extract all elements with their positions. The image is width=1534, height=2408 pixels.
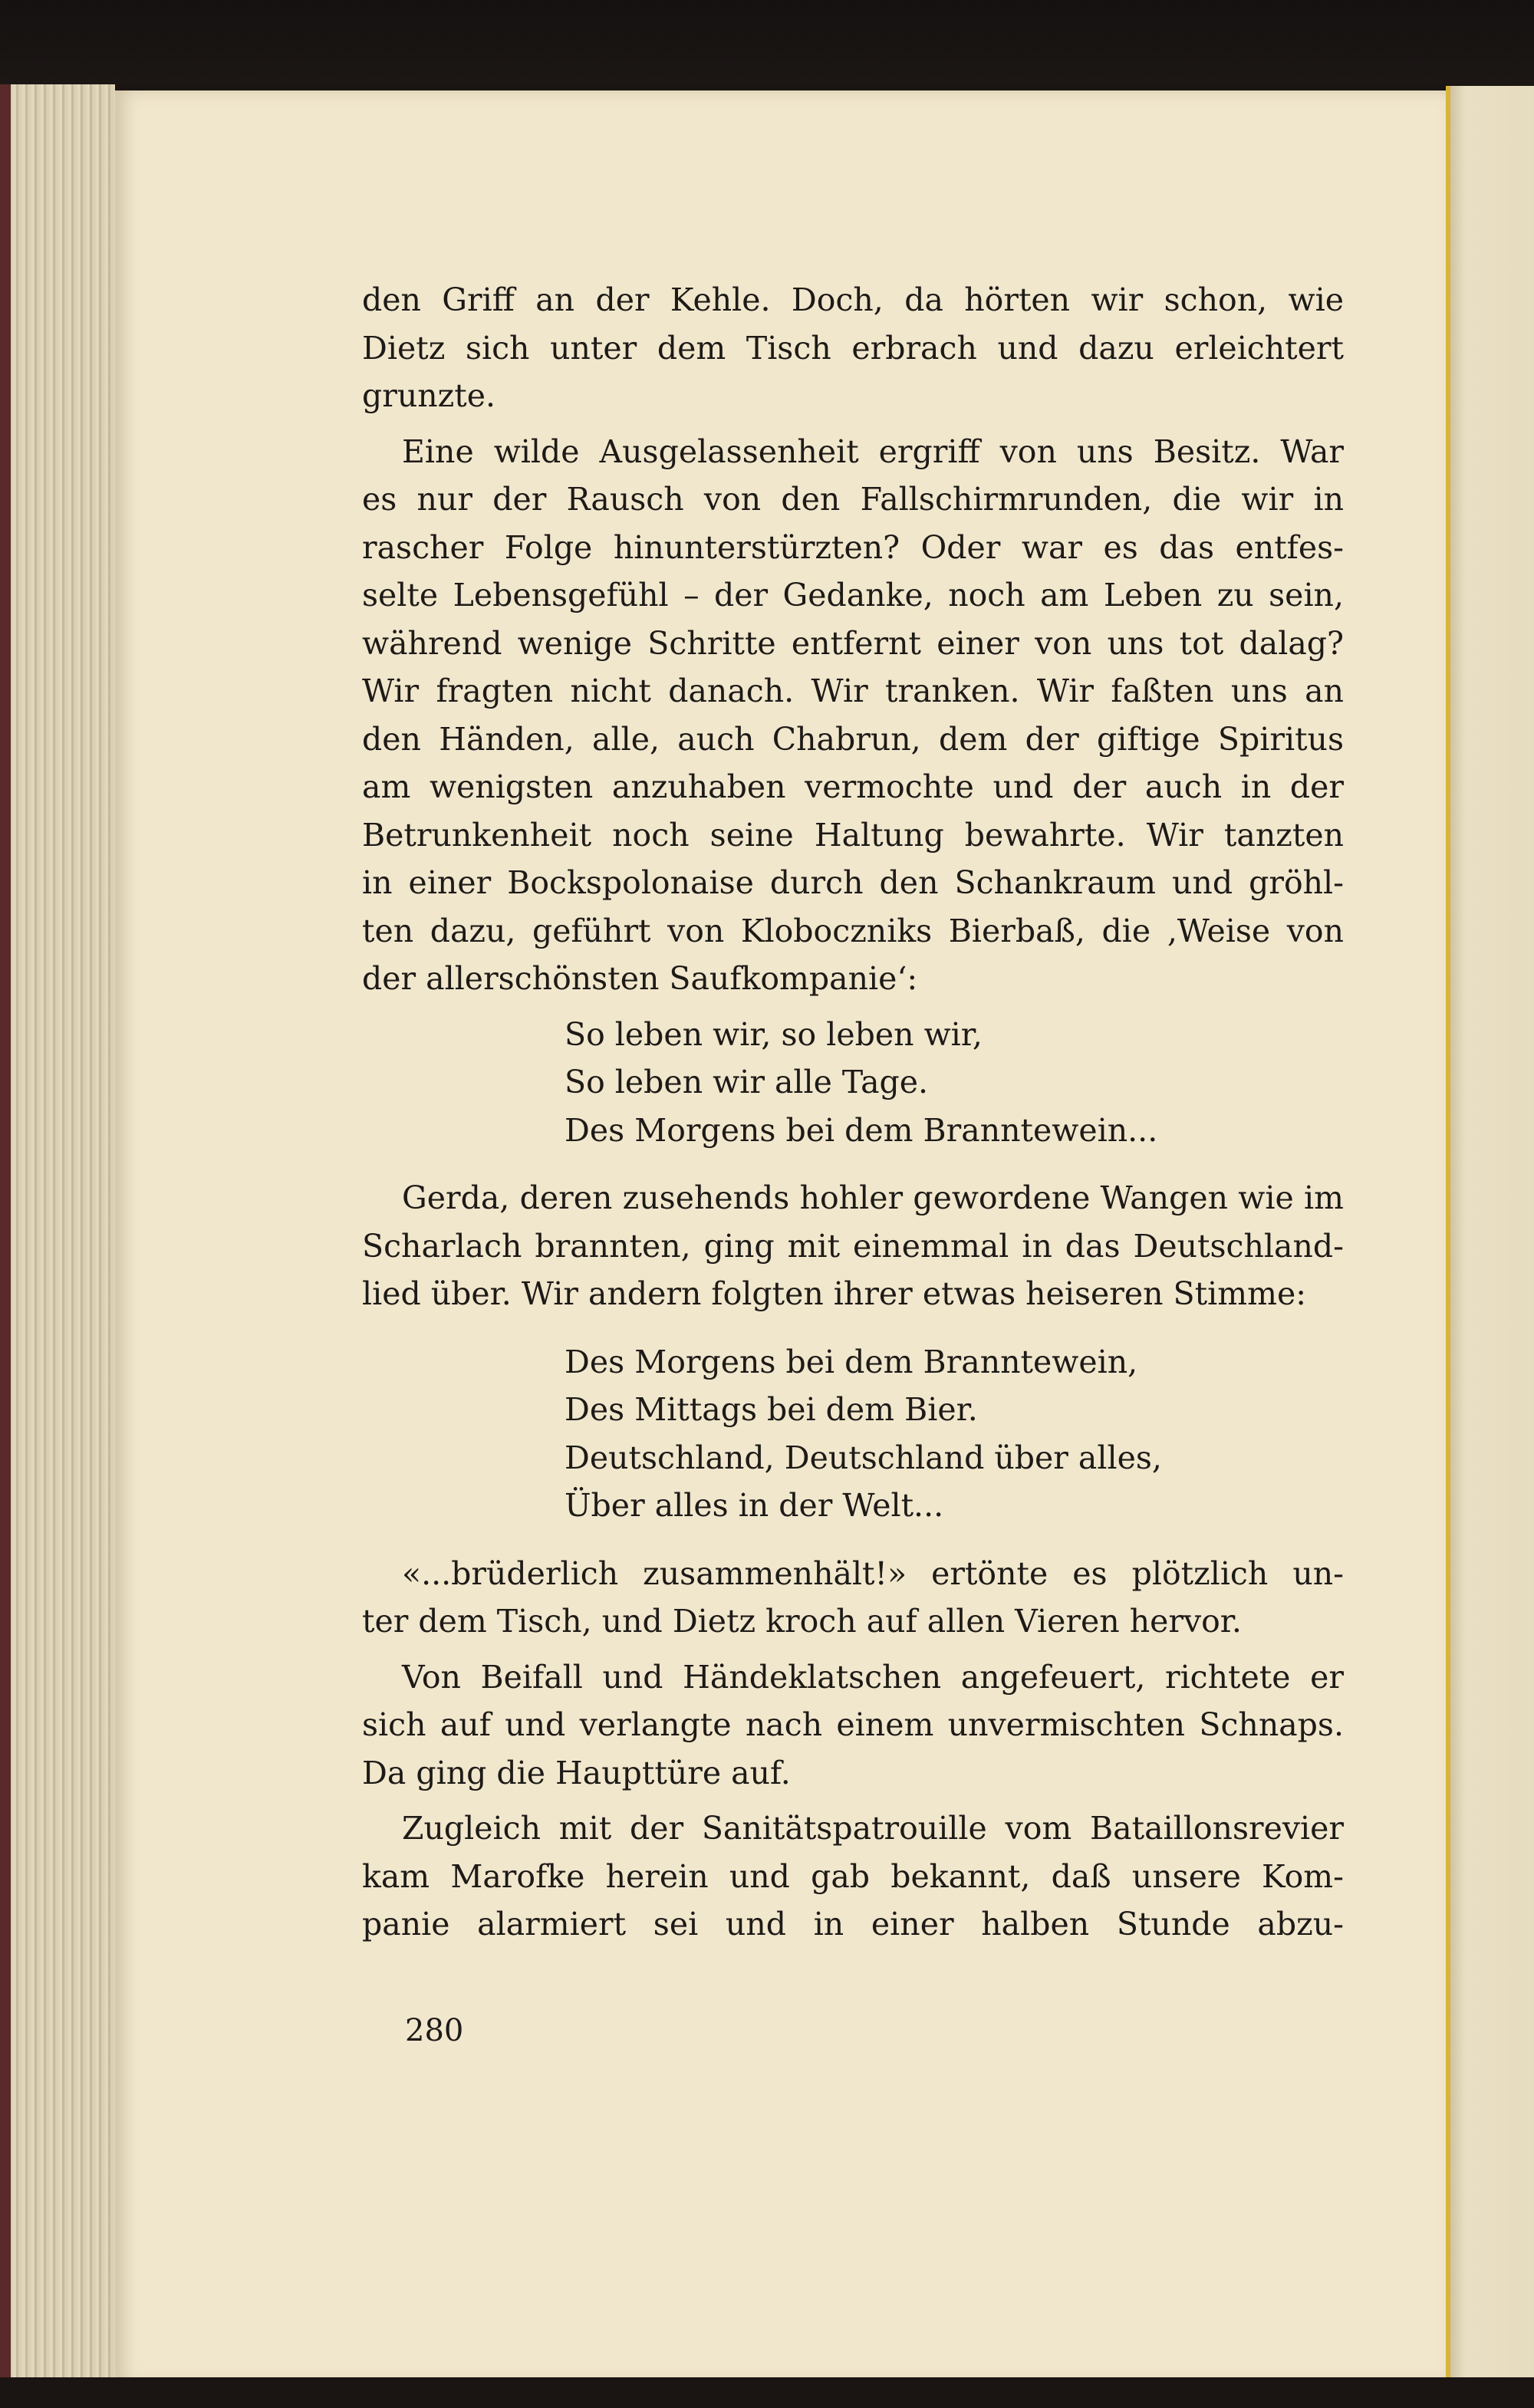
paragraph-5-line: Von Beifall und Händeklatschen angefeuert, richtete er — [402, 1658, 1344, 1696]
verse-line: Deutschland, Deutschland über alles, — [565, 1439, 1162, 1476]
song-verse-1 — [362, 1011, 1344, 1155]
paragraph-4-line: ter dem Tisch, und Dietz kroch auf allen Vieren hervor. — [362, 1603, 1242, 1640]
facing-page-edge — [1446, 86, 1534, 2379]
verse-line: Über alles in der Welt... — [565, 1487, 944, 1524]
paragraph-2-line: es nur der Rausch von den Fallschirmrunden, die wir in — [362, 481, 1344, 518]
scan-background-top — [0, 0, 1534, 84]
paragraph-2-line: in einer Bockspolonaise durch den Schankraum und gröhl- — [362, 864, 1344, 901]
paragraph-2-line: während wenige Schritte entfernt einer von uns tot dalag? — [362, 624, 1344, 662]
scan-background-bottom — [0, 2377, 1534, 2408]
paragraph-6-line: panie alarmiert sei und in einer halben Stunde abzu- — [362, 1906, 1344, 1943]
paragraph-1-line: grunzte. — [362, 377, 496, 414]
stacked-page-edges — [0, 84, 115, 2377]
verse-line: Des Morgens bei dem Branntewein... — [565, 1111, 1158, 1149]
paragraph-2-line: Betrunkenheit noch seine Haltung bewahrte. Wir tanzten — [362, 816, 1344, 854]
paragraph-2-line: Wir fragten nicht danach. Wir tranken. Wir faßten uns an — [362, 673, 1344, 709]
paragraph-2-line: den Händen, alle, auch Chabrun, dem der giftige Spiritus — [362, 720, 1344, 758]
paragraph-5-line: sich auf und verlangte nach einem unvermischten Schnaps. — [362, 1706, 1344, 1743]
paragraph-2-line: Eine wilde Ausgelassenheit ergriff von uns Besitz. War — [402, 433, 1344, 470]
page-number: 280 — [405, 2013, 464, 2048]
verse-line: Des Mittags bei dem Bier. — [565, 1391, 978, 1428]
verse-line: Des Morgens bei dem Branntewein, — [565, 1343, 1138, 1380]
paragraph-6-line: kam Marofke herein und gab bekannt, daß unsere Kom- — [362, 1857, 1344, 1895]
verse-line: So leben wir alle Tage. — [565, 1064, 929, 1100]
verse-line: So leben wir, so leben wir, — [565, 1015, 983, 1053]
paragraph-6-line: Zugleich mit der Sanitätspatrouille vom Bataillonsrevier — [402, 1810, 1344, 1847]
paragraph-2-line: ten dazu, geführt von Kloboczniks Bierbaß, die ‚Weise von — [362, 912, 1344, 949]
paragraph-1-line: den Griff an der Kehle. Doch, da hörten wir schon, wie — [362, 281, 1344, 318]
paragraph-3-line: Gerda, deren zusehends hohler gewordene Wangen wie im — [402, 1179, 1344, 1216]
paragraph-2-line: der allerschönsten Saufkompanie‘: — [362, 960, 918, 997]
paragraph-3-line: Scharlach brannten, ging mit einemmal in das Deutschland- — [362, 1227, 1344, 1265]
paragraph-2-line: selte Lebensgefühl – der Gedanke, noch am Leben zu sein, — [362, 577, 1344, 614]
paragraph-5-line: Da ging die Haupttüre auf. — [362, 1754, 791, 1791]
page-text — [362, 276, 1344, 1949]
song-verse-2 — [362, 1338, 1344, 1530]
paragraph-1-line: Dietz sich unter dem Tisch erbrach und dazu erleichtert — [362, 329, 1344, 367]
paragraph-2-line: am wenigsten anzuhaben vermochte und der auch in der — [362, 768, 1344, 805]
paragraph-3-line: lied über. Wir andern folgten ihrer etwas heiseren Stimme: — [362, 1275, 1307, 1312]
paragraph-4-line: «...brüderlich zusammenhält!» ertönte es plötzlich un- — [402, 1554, 1344, 1592]
paragraph-2-line: rascher Folge hinunterstürzten? Oder war es das entfes- — [362, 528, 1344, 566]
